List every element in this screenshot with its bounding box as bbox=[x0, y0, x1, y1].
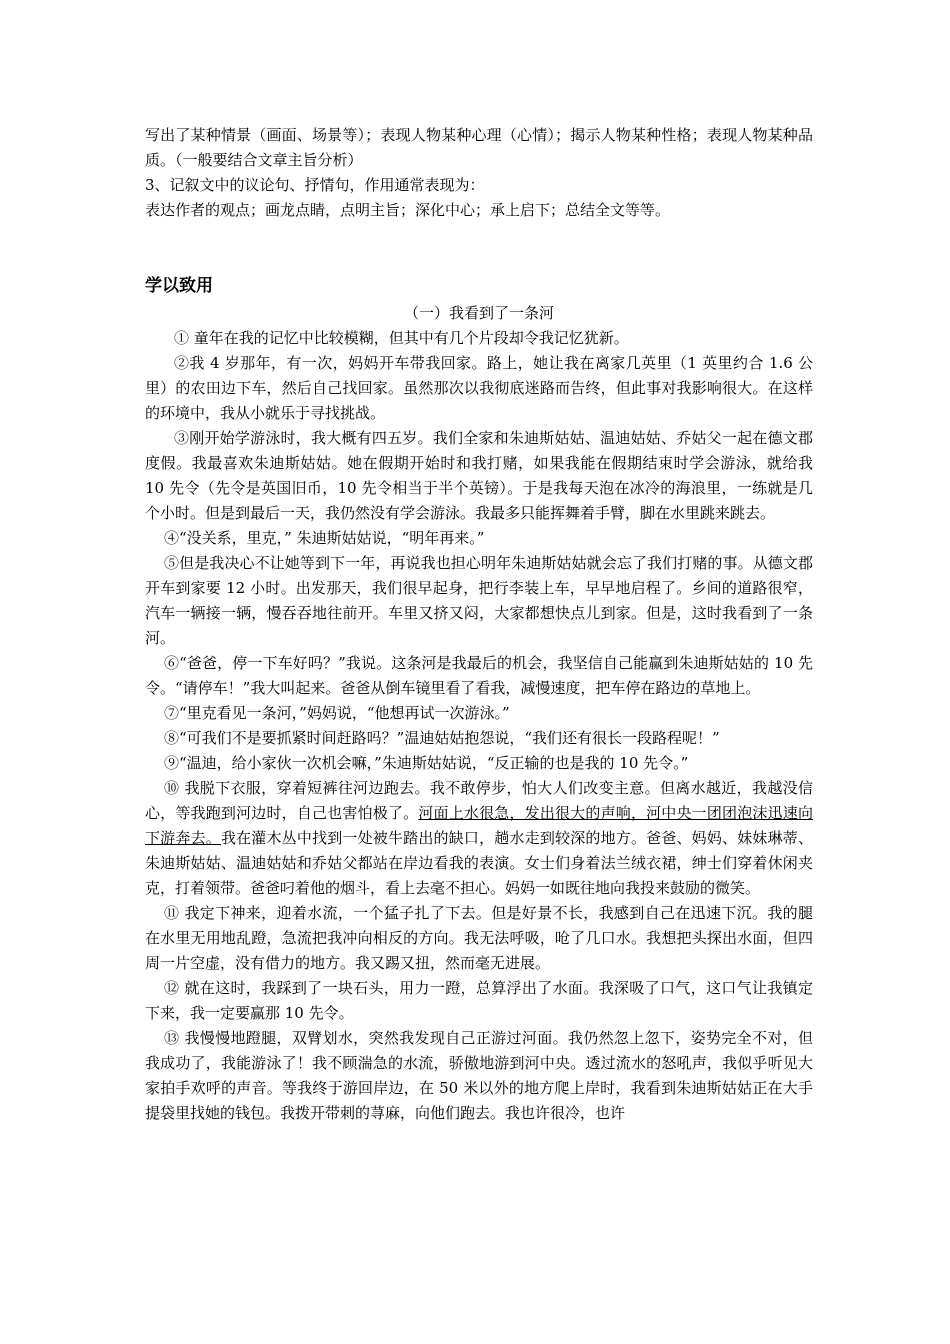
paragraph-11: ⑪ 我定下神来，迎着水流，一个猛子扎了下去。但是好景不长，我感到自己在迅速下沉。我的腿在水里无用地乱蹬，急流把我冲向相反的方向。我无法呼吸，呛了几口水。我想把头探出水面，但四周一片空虚，没有借力的地方。我又踢又扭，然而毫无进展。 bbox=[145, 904, 813, 972]
article-body bbox=[145, 326, 813, 1126]
paragraph-10-text-b: 我在灌木丛中找到一处被牛踏出的缺口，趟水走到较深的地方。爸爸、妈妈、妹妹琳蒂、朱迪斯姑姑、温迪姑姑和乔姑父都站在岸边看我的表演。女士们身着法兰绒衣裙，绅士们穿着休闲夹克，打着领带。爸爸叼着他的烟斗，看上去毫不担心。妈妈一如既往地向我投来鼓励的微笑。 bbox=[145, 829, 813, 897]
paragraph-7: ⑦“里克看见一条河，”妈妈说，“他想再试一次游泳。” bbox=[164, 704, 510, 722]
paragraph-3: ③刚开始学游泳时，我大概有四五岁。我们全家和朱迪斯姑姑、温迪姑姑、乔姑父一起在德文郡度假。我最喜欢朱迪斯姑姑。她在假期开始时和我打赌，如果我能在假期结束时学会游泳，就给我 10 先令（先令是英国旧币，10 先令相当于半个英镑）。于是我每天泡在冰冷的海浪里，一练就是几个小时。但是到最后一天，我仍然没有学会游泳。我最多只能挥舞着手臂，脚在水里跳来跳去。 bbox=[145, 429, 813, 522]
paragraph-1: ① 童年在我的记忆中比较模糊，但其中有几个片段却令我记忆犹新。 bbox=[174, 329, 629, 347]
underlined-sentence: 河面上水很急，发出很大的声响，河中央一团团泡沫迅速向下游奔去。 bbox=[145, 804, 813, 847]
paragraph-12: ⑫ 就在这时，我踩到了一块石头，用力一蹬，总算浮出了水面。我深吸了口气，这口气让我镇定下来，我一定要赢那 10 先令。 bbox=[145, 979, 813, 1022]
section-heading: 学以致用 bbox=[145, 276, 213, 296]
paragraph-13: ⑬ 我慢慢地蹬腿，双臂划水，突然我发现自己正游过河面。我仍然忽上忽下，姿势完全不对，但我成功了，我能游泳了！我不顾湍急的水流，骄傲地游到河中央。透过流水的怒吼声，我似乎听见大家拍手欢呼的声音。等我终于游回岸边，在 50 米以外的地方爬上岸时，我看到朱迪斯姑姑正在大手提袋里找她的钱包。我拨开带刺的荨麻，向他们跑去。我也许很冷，也许 bbox=[145, 1029, 813, 1122]
paragraph-8: ⑧“可我们不是要抓紧时间赶路吗？”温迪姑姑抱怨说，“我们还有很长一段路程呢！” bbox=[164, 729, 720, 747]
intro-text-1: 写出了某种情景（画面、场景等）；表现人物某种心理（心情）；揭示人物某种性格；表现人物某种品质。（一般要结合文章主旨分析） bbox=[145, 126, 813, 169]
intro-section bbox=[145, 123, 813, 223]
paragraph-10-text-a: ⑩ 我脱下衣服，穿着短裤往河边跑去。我不敢停步，怕大人们改变主意。但离水越近，我越没信心，等我跑到河边时，自己也害怕极了。 bbox=[145, 779, 813, 822]
paragraph-5: ⑤但是我决心不让她等到下一年，再说我也担心明年朱迪斯姑姑就会忘了我们打赌的事。从德文郡开车到家要 12 小时。出发那天，我们很早起身，把行李装上车，早早地启程了。乡间的道路很窄，汽车一辆接一辆，慢吞吞地往前开。车里又挤又闷，大家都想快点儿到家。但是，这时我看到了一条河。 bbox=[145, 554, 813, 647]
intro-text-2: 3、记叙文中的议论句、抒情句，作用通常表现为： bbox=[145, 176, 485, 194]
paragraph-4: ④“没关系，里克，” 朱迪斯姑姑说，“明年再来。” bbox=[164, 529, 485, 547]
paragraph-2: ②我 4 岁那年，有一次，妈妈开车带我回家。路上，她让我在离家几英里（1 英里约合 1.6 公里）的农田边下车，然后自己找回家。虽然那次以我彻底迷路而告终，但此事对我影响很大。在这样的环境中，我从小就乐于寻找挑战。 bbox=[145, 354, 813, 422]
paragraph-6: ⑥“爸爸，停一下车好吗？”我说。这条河是我最后的机会，我坚信自己能赢到朱迪斯姑姑的 10 先令。“请停车！”我大叫起来。爸爸从倒车镜里看了看我，减慢速度，把车停在路边的草地上。 bbox=[145, 654, 813, 697]
article-title: （一）我看到了一条河 bbox=[403, 304, 554, 322]
paragraph-10 bbox=[145, 776, 813, 901]
paragraph-9: ⑨“温迪，给小家伙一次机会嘛，”朱迪斯姑姑说，“反正输的也是我的 10 先令。” bbox=[164, 754, 689, 772]
intro-text-3: 表达作者的观点；画龙点睛，点明主旨；深化中心；承上启下；总结全文等等。 bbox=[145, 201, 671, 219]
